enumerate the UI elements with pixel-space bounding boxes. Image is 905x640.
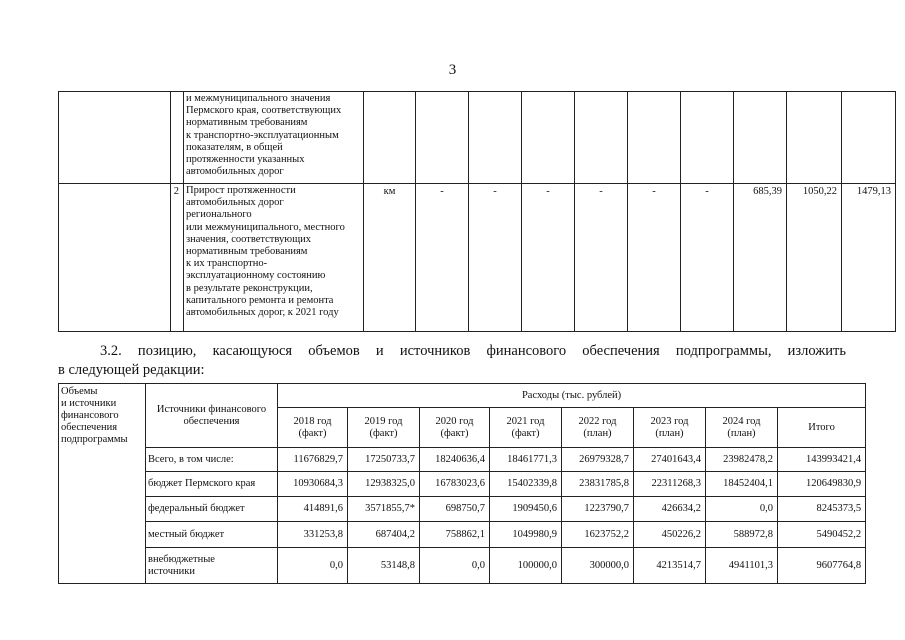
expenses-header: Расходы (тыс. рублей) bbox=[278, 384, 866, 408]
table-row bbox=[59, 472, 866, 497]
value-cell: 16783023,6 bbox=[420, 472, 490, 497]
value-cell: 11676829,7 bbox=[278, 448, 348, 472]
paragraph-line: в следующей редакции: bbox=[58, 362, 205, 378]
value-cell: 698750,7 bbox=[420, 497, 490, 522]
value-cell: 0,0 bbox=[706, 497, 778, 522]
value-cell: 300000,0 bbox=[562, 548, 634, 584]
total-header: Итого bbox=[778, 408, 866, 448]
value-cell: 1049980,9 bbox=[490, 522, 562, 548]
value-cell: 5490452,2 bbox=[778, 522, 866, 548]
source-cell: бюджет Пермского края bbox=[146, 472, 278, 497]
value-cell: 414891,6 bbox=[278, 497, 348, 522]
value-cell: - bbox=[681, 184, 734, 332]
value-cell: 331253,8 bbox=[278, 522, 348, 548]
indicator-text: и межмуниципального значения Пермского края, соответствующих нормативным требованиям к транспортно-эксплуатационным показателям, в общей протяженности указанных автомобильных дорог bbox=[184, 92, 364, 184]
year-header: 2022 год (план) bbox=[562, 408, 634, 448]
value-cell: 10930684,3 bbox=[278, 472, 348, 497]
source-cell: федеральный бюджет bbox=[146, 497, 278, 522]
value-cell: - bbox=[469, 184, 522, 332]
value-cell: 426634,2 bbox=[634, 497, 706, 522]
value-cell: 1223790,7 bbox=[562, 497, 634, 522]
value-cell: 1050,22 bbox=[787, 184, 842, 332]
value-cell: 1623752,2 bbox=[562, 522, 634, 548]
value-cell: 4213514,7 bbox=[634, 548, 706, 584]
year-header: 2024 год (план) bbox=[706, 408, 778, 448]
value-cell: 23831785,8 bbox=[562, 472, 634, 497]
value-cell: 4941101,3 bbox=[706, 548, 778, 584]
value-cell: 9607764,8 bbox=[778, 548, 866, 584]
value-cell: 17250733,7 bbox=[348, 448, 420, 472]
value-cell: 18452404,1 bbox=[706, 472, 778, 497]
sources-header: Источники финансового обеспечения bbox=[146, 384, 278, 448]
value-cell: 687404,2 bbox=[348, 522, 420, 548]
value-cell: 120649830,9 bbox=[778, 472, 866, 497]
paragraph-line: 3.2. позицию, касающуюся объемов и источников финансового обеспечения подпрограммы, изложить bbox=[100, 343, 846, 359]
row-label: Объемы и источники финансового обеспечения подпрограммы bbox=[59, 384, 146, 584]
value-cell: 15402339,8 bbox=[490, 472, 562, 497]
value-cell: 1909450,6 bbox=[490, 497, 562, 522]
value-cell: 26979328,7 bbox=[562, 448, 634, 472]
table-row bbox=[59, 522, 866, 548]
value-cell: - bbox=[522, 184, 575, 332]
value-cell: 100000,0 bbox=[490, 548, 562, 584]
value-cell: 27401643,4 bbox=[634, 448, 706, 472]
value-cell: 0,0 bbox=[278, 548, 348, 584]
source-cell: местный бюджет bbox=[146, 522, 278, 548]
value-cell: 0,0 bbox=[420, 548, 490, 584]
value-cell: 22311268,3 bbox=[634, 472, 706, 497]
table-row bbox=[59, 448, 866, 472]
year-header: 2020 год (факт) bbox=[420, 408, 490, 448]
year-header: 2019 год (факт) bbox=[348, 408, 420, 448]
indicator-row bbox=[59, 184, 896, 332]
table-row bbox=[59, 497, 866, 522]
instruction-paragraph bbox=[58, 342, 846, 380]
value-cell: 53148,8 bbox=[348, 548, 420, 584]
value-cell: 1479,13 bbox=[842, 184, 896, 332]
value-cell: 3571855,7* bbox=[348, 497, 420, 522]
page-number: 3 bbox=[448, 62, 457, 78]
value-cell: 758862,1 bbox=[420, 522, 490, 548]
value-cell: 8245373,5 bbox=[778, 497, 866, 522]
indicator-text: Прирост протяженности автомобильных дорог регионального или межмуниципального, местного значения, соответствующих нормативным требованиям к их транспортно- эксплуатационному состоянию в результате реконструкции, капитального ремонта и ремонта автомобильных дорог, к 2021 году bbox=[184, 184, 364, 332]
source-cell: внебюджетные источники bbox=[146, 548, 278, 584]
year-header: 2018 год (факт) bbox=[278, 408, 348, 448]
value-cell: 588972,8 bbox=[706, 522, 778, 548]
value-cell: 18240636,4 bbox=[420, 448, 490, 472]
value-cell: 23982478,2 bbox=[706, 448, 778, 472]
value-cell: 450226,2 bbox=[634, 522, 706, 548]
value-cell: 685,39 bbox=[734, 184, 787, 332]
value-cell: 18461771,3 bbox=[490, 448, 562, 472]
value-cell: - bbox=[416, 184, 469, 332]
value-cell: 12938325,0 bbox=[348, 472, 420, 497]
indicator-row bbox=[59, 92, 896, 184]
indicators-table bbox=[58, 91, 896, 332]
unit-cell: км bbox=[364, 184, 416, 332]
year-header: 2021 год (факт) bbox=[490, 408, 562, 448]
source-cell: Всего, в том числе: bbox=[146, 448, 278, 472]
row-number: 2 bbox=[171, 184, 184, 332]
header-row bbox=[59, 384, 866, 408]
table-row bbox=[59, 548, 866, 584]
row-number bbox=[171, 92, 184, 184]
value-cell: 143993421,4 bbox=[778, 448, 866, 472]
finance-table bbox=[58, 383, 866, 584]
year-header: 2023 год (план) bbox=[634, 408, 706, 448]
value-cell: - bbox=[628, 184, 681, 332]
value-cell: - bbox=[575, 184, 628, 332]
